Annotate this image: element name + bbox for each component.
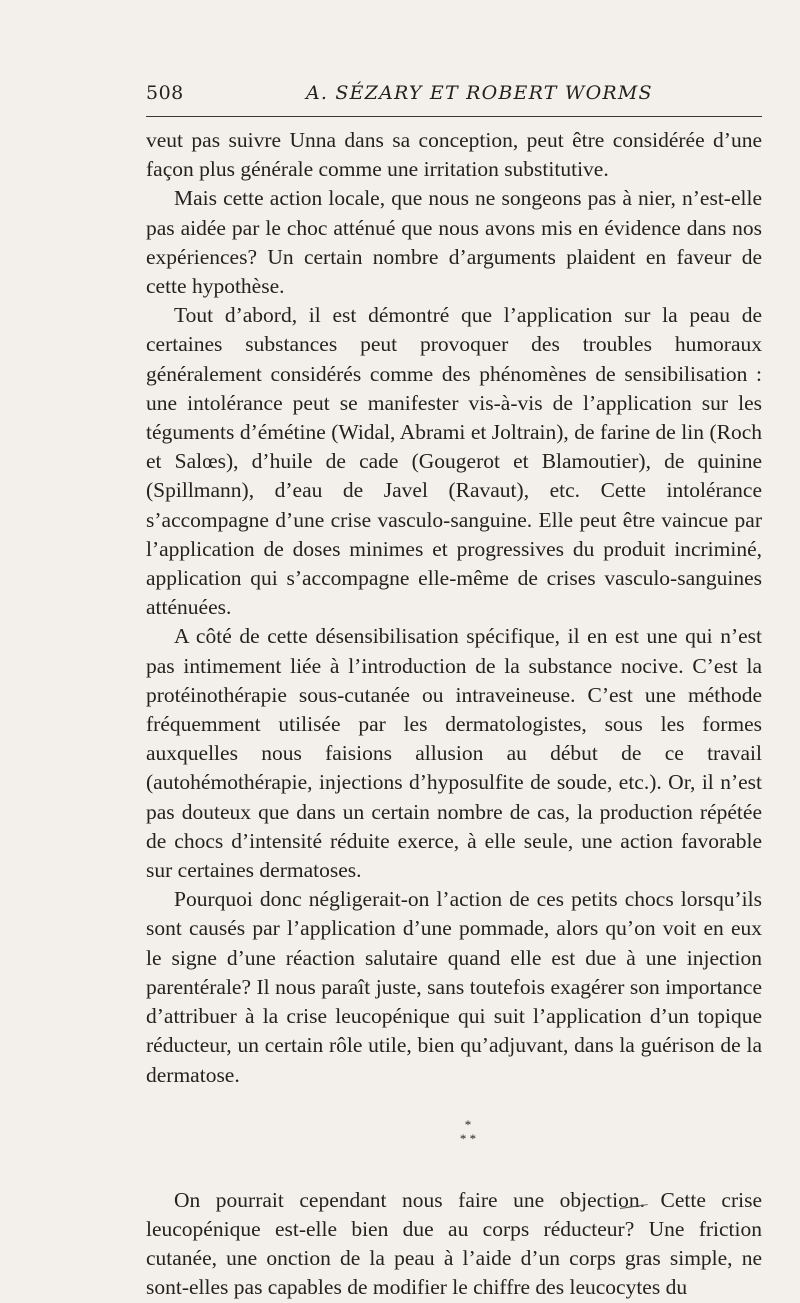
paragraph: Tout d’abord, il est démontré que l’application sur la peau de certaines substances peut provoquer des troubles humoraux généralement considérés comme des phénomènes de sensibilisation : une intolérance peut se manifester vis-à-vis de l’application sur les téguments d’émétine (Widal, Abrami et Joltrain), de farine de lin (Roch et Salœs), d’huile de cade (Gougerot et Blamoutier), de quinine (Spillmann), d’eau de Javel (Ravaut), etc. Cette intolérance s’accompagne d’une crise vasculo-sanguine. Elle peut être vaincue par l’application de doses minimes et progressives du produit incriminé, application qui s’accompagne elle-même de crises vasculo-sanguines atténuées.: [146, 303, 762, 620]
paragraph-closing: On pourrait cependant nous faire une objection. Cette crise leucopénique est-elle bien due au corps réducteur? Une friction cutanée, une onction de la peau à l’aide d’un corps gras simple, ne sont-elles pas capables de modifier le chiffre des leucocytes du: [146, 1187, 762, 1300]
separator-top: *: [464, 1116, 472, 1132]
paragraph: Pourquoi donc négligerait-on l’action de ces petits chocs lorsqu’ils sont causés par l’application d’une pommade, alors qu’on voit en eux le signe d’une réaction salutaire quand elle est due à une injection parentérale? Il nous paraît juste, sans toutefois exagérer son importance d’attribuer à la crise leucopénique qui suit l’application d’un topique réducteur, un certain rôle utile, bien qu’adjuvant, dans la guérison de la dermatose.: [146, 887, 762, 1087]
section-separator: [146, 1118, 762, 1146]
running-head: [146, 80, 762, 108]
running-title: A. SÉZARY ET ROBERT WORMS: [306, 82, 653, 104]
paragraph-continued: veut pas suivre Unna dans sa conception, peut être considérée d’une façon plus générale comme une irritation substitutive.: [146, 128, 762, 182]
page-number: 508: [146, 82, 184, 104]
paragraph: A côté de cette désensibilisation spécifique, il en est une qui n’est pas intimement liée à l’introduction de la substance nocive. C’est la protéinothérapie sous-cutanée ou intraveineuse. C’est une méthode fréquemment utilisée par les dermatologistes, sous les formes auxquelles nous faisions allusion au début de ce travail (autohémothérapie, injections d’hyposulfite de soude, etc.). Or, il n’est pas douteux que dans un certain nombre de cas, la production répétée de chocs d’intensité réduite exerce, à elle seule, une action favorable sur certaines dermatoses.: [146, 624, 762, 883]
paragraph: Mais cette action locale, que nous ne songeons pas à nier, n’est-elle pas aidée par le choc atténué que nous avons mis en évidence dans nos expériences? Un certain nombre d’arguments plaident en faveur de cette hypothèse.: [146, 186, 762, 299]
separator-bottom: * *: [459, 1130, 477, 1146]
body-text: [146, 126, 762, 1303]
header-rule: [146, 116, 762, 117]
